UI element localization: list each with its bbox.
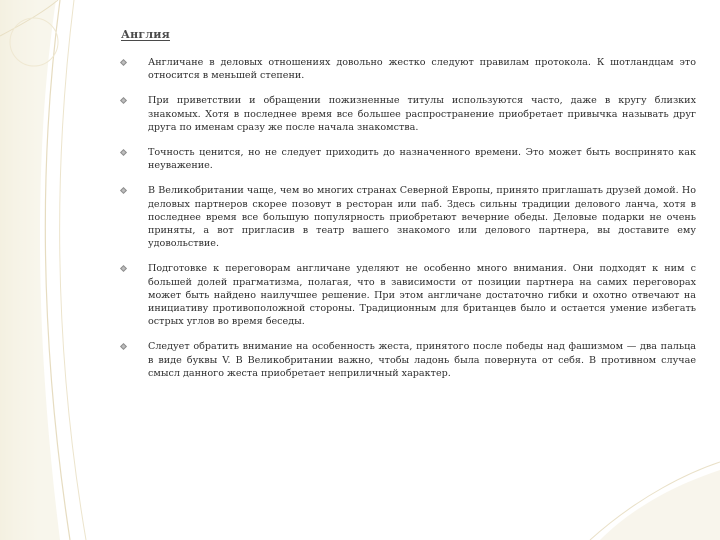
list-item-text: При приветствии и обращении пожизненные титулы используются часто, даже в кругу близких знакомых. Хотя в последнее время все большее распространение приобретает привычка называть друг друга по именам сразу же после начала знакомства.	[148, 95, 696, 133]
list-item-text: В Великобритании чаще, чем во многих странах Северной Европы, принято приглашать друзей домой. Но деловых партнеров скорее позовут в ресторан или паб. Здесь сильны традиции делового ланча, хотя в последнее время все большую популярность приобретают вечерние обеды. Деловые подарки не очень приняты, а вот пригласив в театр вашего знакомого или делового партнера, вы доставите ему удовольствие.	[148, 185, 696, 250]
bullet-icon	[120, 97, 127, 104]
list-item	[121, 146, 696, 172]
slide-title: Англия	[121, 28, 170, 41]
list-item-text: Следует обратить внимание на особенность жеста, принятого после победы над фашизмом — два пальца в виде буквы V. В Великобритании важно, чтобы ладонь была повернута от себя. В противном случае смысл данного жеста приобретает неприличный характер.	[148, 341, 696, 379]
bullet-list	[121, 56, 696, 392]
list-item	[121, 340, 696, 380]
list-item-text: Точность ценится, но не следует приходить до назначенного времени. Это может быть воспринято как неуважение.	[148, 147, 696, 172]
bullet-icon	[120, 59, 127, 66]
list-item	[121, 184, 696, 250]
list-item	[121, 262, 696, 328]
bullet-icon	[120, 187, 127, 194]
list-item-text: Подготовке к переговорам англичане уделяют не особенно много внимания. Они подходят к ним с большей долей прагматизма, полагая, что в зависимости от позиции партнера на самих переговорах может быть найдено наилучшее решение. При этом англичане достаточно гибки и охотно отвечают на инициативу противоположной стороны. Традиционным для британцев было и остается умение избегать острых углов во время беседы.	[148, 263, 696, 328]
list-item	[121, 94, 696, 134]
list-item	[121, 56, 696, 82]
list-item-text: Англичане в деловых отношениях довольно жестко следуют правилам протокола. К шотландцам это относится в меньшей степени.	[148, 57, 696, 82]
bullet-icon	[120, 265, 127, 272]
bullet-icon	[120, 343, 127, 350]
bullet-icon	[120, 149, 127, 156]
